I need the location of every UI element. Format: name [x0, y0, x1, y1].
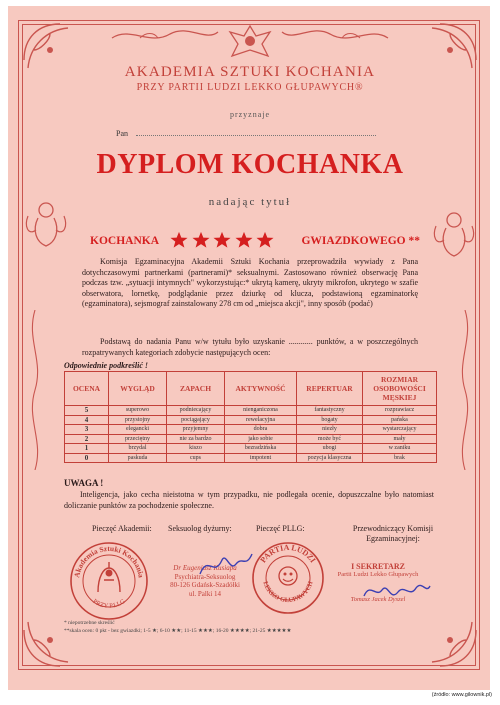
table-cell: dobra: [225, 425, 297, 435]
table-cell: przeciętny: [109, 434, 167, 444]
table-cell: impotent: [225, 453, 297, 463]
table-cell: superowo: [109, 406, 167, 416]
table-row: [65, 434, 437, 444]
table-cell: bogaty: [297, 415, 363, 425]
table-cell: 5: [65, 406, 109, 416]
table-cell: 0: [65, 453, 109, 463]
table-cell: kiszo: [167, 444, 225, 454]
party-stamp-icon: [250, 540, 326, 616]
table-cell: pozycja klasyczna: [297, 453, 363, 463]
vine-ornament-icon: [24, 310, 46, 470]
grades-table: [64, 371, 437, 463]
grades-table-header: [65, 372, 437, 406]
sexologist-label: Seksuolog dyżurny:: [168, 524, 232, 533]
source-credit: (źródło: www.gilownik.pl): [431, 692, 492, 698]
svg-text:LEKKO GŁUPAWYCH: [262, 581, 315, 605]
table-cell: przyjemny: [167, 425, 225, 435]
doctor-street: ul. Palki 14: [188, 589, 222, 598]
awarded-title-row: [90, 233, 420, 251]
table-cell: nie za bardzo: [167, 434, 225, 444]
table-row: [65, 444, 437, 454]
party-stamp-bottom: LEKKO GŁUPAWYCH: [261, 580, 315, 605]
secretary-name: Tomasz Jacek Dyszel: [350, 596, 406, 603]
points-paragraph: Podstawą do nadania Panu w/w tytułu było uzyskanie ............ punktów, a w poszczególnych rozpatrywanych kategoriach zdobycie następujących ocen:: [82, 337, 418, 357]
footnote-scale: **skala ocen: 0 pkt - bez gwiazdki; 1-5 ★; 6-10 ★★; 11-15 ★★★; 16-20 ★★★★; 21-25 ★★★★★: [64, 628, 292, 634]
table-cell: 3: [65, 425, 109, 435]
stamp-top-text: Akademia Sztuki Kochania: [72, 543, 146, 579]
cupid-icon: [430, 206, 478, 264]
academy-seal-label: Pieczęć Akademii:: [92, 524, 152, 533]
table-cell: elegancki: [109, 425, 167, 435]
svg-text:PRZY P.LLG: [91, 598, 126, 610]
commission-paragraph: Komisja Egzaminacyjna Akademii Sztuki Kochania przeprowadziła wywiady z Pana dotychczasowymi partnerkami (partnerami)* seksualnymi. Zastosowano również obserwację Pana podczas tzw. „sytuacji intymnych" wykorzystując:* ukrytą kamerę, ukryty mikrofon, ukrytego w szafie obserwatora, lornetkę, podglądanie przez dziurkę od klucza, podstawioną egzaminatorkę (egzaminatora), sejsmograf zainstalowany 278 cm od „miejsca akcji", inny sposób (podać): [82, 257, 418, 308]
party-name: PRZY PARTII LUDZI LEKKO GŁUPAWYCH®: [136, 82, 364, 93]
diploma-title: DYPLOM KOCHANKA: [96, 149, 404, 180]
star-icon: [235, 231, 253, 249]
table-cell: w zaniku: [363, 444, 437, 454]
academy-stamp-icon: [68, 540, 150, 622]
column-header: OCENA: [65, 372, 109, 406]
table-row: [65, 406, 437, 416]
doctor-name: Dr Eugeniusz Kusiapa: [173, 564, 237, 572]
underline-instruction: Odpowiednie podkreślić !: [64, 361, 148, 370]
star-icon: [170, 231, 188, 249]
title-stars: [170, 231, 274, 249]
secretary-party: Partii Ludzi Lekko Głupawych: [337, 571, 419, 578]
doctor-signature-icon: [196, 548, 256, 582]
note-text: Inteligencja, jako cecha nieistotna w tym przypadku, nie podlegała ocenie, dopuszczalne było natomiast doliczanie punktów za pochodzenie społeczne.: [64, 490, 434, 510]
corner-ornament-icon: [420, 610, 480, 670]
chairman-label: Przewodniczący Komisji Egzaminacyjnej:: [352, 524, 434, 543]
column-header: WYGLĄD: [109, 372, 167, 406]
table-row: [65, 425, 437, 435]
footnote-strike: * niepotrzebne skreślić: [64, 620, 115, 626]
table-cell: 1: [65, 444, 109, 454]
table-cell: podniecający: [167, 406, 225, 416]
column-header: REPERTUAR: [297, 372, 363, 406]
scroll-ornament-icon: [110, 24, 220, 48]
table-cell: rewelacyjna: [225, 415, 297, 425]
table-cell: 2: [65, 434, 109, 444]
note-heading: UWAGA !: [64, 478, 104, 488]
table-cell: nienganiczona: [225, 406, 297, 416]
recipient-name-line: [136, 135, 376, 136]
table-cell: brak: [363, 453, 437, 463]
star-icon: [213, 231, 231, 249]
academy-name: AKADEMIA SZTUKI KOCHANIA: [124, 64, 376, 80]
secretary-signature-icon: [360, 576, 434, 606]
table-cell: 4: [65, 415, 109, 425]
table-cell: bezradzińska: [225, 444, 297, 454]
table-cell: ubogi: [297, 444, 363, 454]
party-stamp-top: PARTIA LUDZI: [258, 542, 318, 565]
grants-word: przyznaje: [229, 110, 271, 119]
doctor-address: 80-126 Gdańsk-Szadółki: [170, 581, 240, 589]
vine-ornament-icon: [454, 310, 476, 470]
title-word-left: KOCHANKA: [90, 235, 159, 247]
column-header: ROZMIAR OSOBOWOŚCI MĘSKIEJ: [363, 372, 437, 406]
doctor-title: Psychiatra-Seksuolog: [174, 572, 236, 581]
recipient-label: Pan: [116, 129, 128, 138]
table-cell: pociągający: [167, 415, 225, 425]
svg-text:PARTIA LUDZI: [258, 543, 317, 565]
pllg-seal-label: Pieczęć PLLG:: [256, 524, 305, 533]
table-cell: może być: [297, 434, 363, 444]
table-cell: niezły: [297, 425, 363, 435]
column-header: AKTYWNOŚĆ: [225, 372, 297, 406]
stamp-bottom-text: PRZY P.LLG: [91, 598, 127, 610]
secretary-role: I SEKRETARZ: [351, 562, 405, 571]
table-cell: pańska: [363, 415, 437, 425]
star-icon: [256, 231, 274, 249]
table-cell: przystojny: [109, 415, 167, 425]
table-row: [65, 453, 437, 463]
table-row: [65, 415, 437, 425]
table-cell: jako sobie: [225, 434, 297, 444]
table-cell: mały: [363, 434, 437, 444]
crest-icon: [226, 22, 274, 62]
table-cell: paskuda: [109, 453, 167, 463]
table-cell: wystarczający: [363, 425, 437, 435]
column-header: ZAPACH: [167, 372, 225, 406]
table-cell: fantastyczny: [297, 406, 363, 416]
awarding-text: nadając tytuł: [208, 196, 292, 208]
table-cell: brzydal: [109, 444, 167, 454]
table-cell: rozprawiacz: [363, 406, 437, 416]
star-icon: [192, 231, 210, 249]
title-word-right: GWIAZDKOWEGO **: [301, 235, 420, 247]
table-cell: cups: [167, 453, 225, 463]
scroll-ornament-icon: [280, 24, 390, 48]
